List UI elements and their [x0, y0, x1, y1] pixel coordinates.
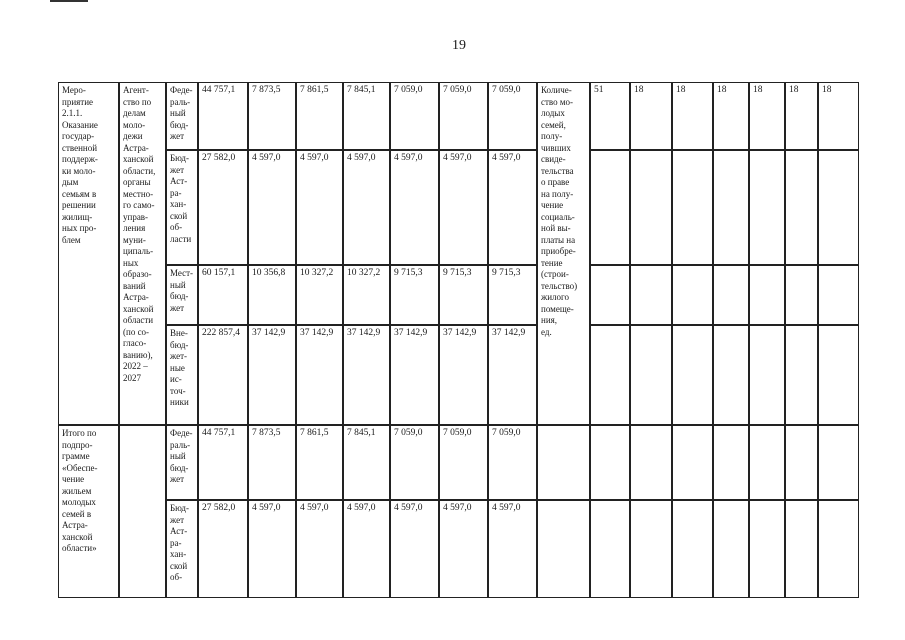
indicator-value-cell: [785, 325, 818, 425]
amount-cell: 60 157,1: [198, 265, 248, 325]
indicator-value-cell: [590, 325, 630, 425]
funding-source-cell: Вне- бюд- жет- ные ис- точ- ники: [166, 325, 198, 425]
indicator-value-cell: 51: [590, 82, 630, 150]
measure-name-cell: Меро- приятие 2.1.1. Оказание государ- ственной поддерж- ки моло- дым семьям в решении жилищ- ных про- блем: [58, 82, 119, 425]
funding-source-cell: Бюд- жет Аст- ра- хан- ской об- ласти: [166, 150, 198, 265]
total-amount-cell: 4 597,0: [248, 500, 296, 598]
amount-cell: 4 597,0: [488, 150, 537, 265]
amount-cell: 4 597,0: [390, 150, 439, 265]
indicator-value-cell: 18: [630, 82, 672, 150]
amount-cell: 4 597,0: [296, 150, 343, 265]
total-indicator-value-cell: [590, 425, 630, 500]
executor-cell: Агент- ство по делам моло- дежи Астра- ханской области, органы местно- го само- управ- ления муни- ципаль- ных образо- ваний Астра- ханской области (по со- гласо- ванию), 2022 – 2027: [119, 82, 166, 425]
total-indicator-value-cell: [713, 500, 749, 598]
indicator-value-cell: 18: [749, 82, 785, 150]
total-indicator-value-cell: [630, 500, 672, 598]
indicator-value-cell: 18: [785, 82, 818, 150]
amount-cell: 37 142,9: [296, 325, 343, 425]
funding-source-cell: Феде- раль- ный бюд- жет: [166, 82, 198, 150]
total-amount-cell: 4 597,0: [439, 500, 488, 598]
indicator-value-cell: [749, 265, 785, 325]
amount-cell: 9 715,3: [488, 265, 537, 325]
amount-cell: 7 873,5: [248, 82, 296, 150]
total-amount-cell: 4 597,0: [296, 500, 343, 598]
amount-cell: 44 757,1: [198, 82, 248, 150]
indicator-value-cell: [672, 150, 713, 265]
funding-source-cell: Мест- ный бюд- жет: [166, 265, 198, 325]
indicator-value-cell: [713, 265, 749, 325]
indicator-value-cell: [590, 265, 630, 325]
amount-cell: 7 059,0: [488, 82, 537, 150]
amount-cell: 37 142,9: [390, 325, 439, 425]
amount-cell: 9 715,3: [390, 265, 439, 325]
indicator-value-cell: [590, 150, 630, 265]
amount-cell: 9 715,3: [439, 265, 488, 325]
total-amount-cell: 7 059,0: [439, 425, 488, 500]
indicator-value-cell: [713, 150, 749, 265]
total-amount-cell: 7 873,5: [248, 425, 296, 500]
amount-cell: 10 327,2: [343, 265, 390, 325]
indicator-value-cell: [818, 325, 859, 425]
total-executor-cell: [119, 425, 166, 598]
amount-cell: 37 142,9: [488, 325, 537, 425]
total-indicator-value-cell: [749, 425, 785, 500]
total-indicator-value-cell: [818, 500, 859, 598]
total-indicator-value-cell: [749, 500, 785, 598]
indicator-value-cell: 18: [672, 82, 713, 150]
total-indicator-value-cell: [630, 425, 672, 500]
amount-cell: 7 861,5: [296, 82, 343, 150]
total-indicator-value-cell: [672, 500, 713, 598]
indicator-value-cell: [630, 265, 672, 325]
total-amount-cell: 7 059,0: [488, 425, 537, 500]
amount-cell: 4 597,0: [343, 150, 390, 265]
indicator-value-cell: 18: [713, 82, 749, 150]
page-number-text: 19: [452, 38, 466, 53]
amount-cell: 37 142,9: [343, 325, 390, 425]
amount-cell: 37 142,9: [439, 325, 488, 425]
indicator-value-cell: [818, 265, 859, 325]
indicator-value-cell: [785, 265, 818, 325]
total-amount-cell: 7 845,1: [343, 425, 390, 500]
total-indicator-value-cell: [818, 425, 859, 500]
indicator-value-cell: 18: [818, 82, 859, 150]
total-indicator-name-cell: [537, 425, 590, 500]
amount-cell: 10 356,8: [248, 265, 296, 325]
amount-cell: 222 857,4: [198, 325, 248, 425]
total-indicator-value-cell: [672, 425, 713, 500]
total-indicator-value-cell: [785, 500, 818, 598]
amount-cell: 7 059,0: [390, 82, 439, 150]
amount-cell: 4 597,0: [248, 150, 296, 265]
amount-cell: 37 142,9: [248, 325, 296, 425]
total-name-cell: Итого по подпро- грамме «Обеспе- чение жильем молодых семей в Астра- ханской области»: [58, 425, 119, 598]
total-amount-cell: 44 757,1: [198, 425, 248, 500]
indicator-value-cell: [630, 325, 672, 425]
indicator-value-cell: [713, 325, 749, 425]
indicator-name-cell: Количе- ство мо- лодых семей, полу- чивших свиде- тельства о праве на полу- чение социаль- ной вы- платы на приобре- тение (строи- тельство) жилого помеще- ния, ед.: [537, 82, 590, 425]
amount-cell: 10 327,2: [296, 265, 343, 325]
indicator-value-cell: [785, 150, 818, 265]
total-amount-cell: 4 597,0: [343, 500, 390, 598]
indicator-value-cell: [749, 325, 785, 425]
total-indicator-value-cell: [785, 425, 818, 500]
total-indicator-value-cell: [590, 500, 630, 598]
total-amount-cell: 27 582,0: [198, 500, 248, 598]
amount-cell: 7 059,0: [439, 82, 488, 150]
amount-cell: 4 597,0: [439, 150, 488, 265]
indicator-value-cell: [672, 325, 713, 425]
total-amount-cell: 4 597,0: [390, 500, 439, 598]
total-amount-cell: 7 861,5: [296, 425, 343, 500]
amount-cell: 7 845,1: [343, 82, 390, 150]
indicator-value-cell: [630, 150, 672, 265]
total-amount-cell: 7 059,0: [390, 425, 439, 500]
amount-cell: 27 582,0: [198, 150, 248, 265]
total-funding-source-cell: Бюд- жет Аст- ра- хан- ской об-: [166, 500, 198, 598]
total-indicator-value-cell: [713, 425, 749, 500]
indicator-value-cell: [672, 265, 713, 325]
total-funding-source-cell: Феде- раль- ный бюд- жет: [166, 425, 198, 500]
indicator-value-cell: [749, 150, 785, 265]
total-amount-cell: 4 597,0: [488, 500, 537, 598]
total-indicator-name-cell: [537, 500, 590, 598]
indicator-value-cell: [818, 150, 859, 265]
